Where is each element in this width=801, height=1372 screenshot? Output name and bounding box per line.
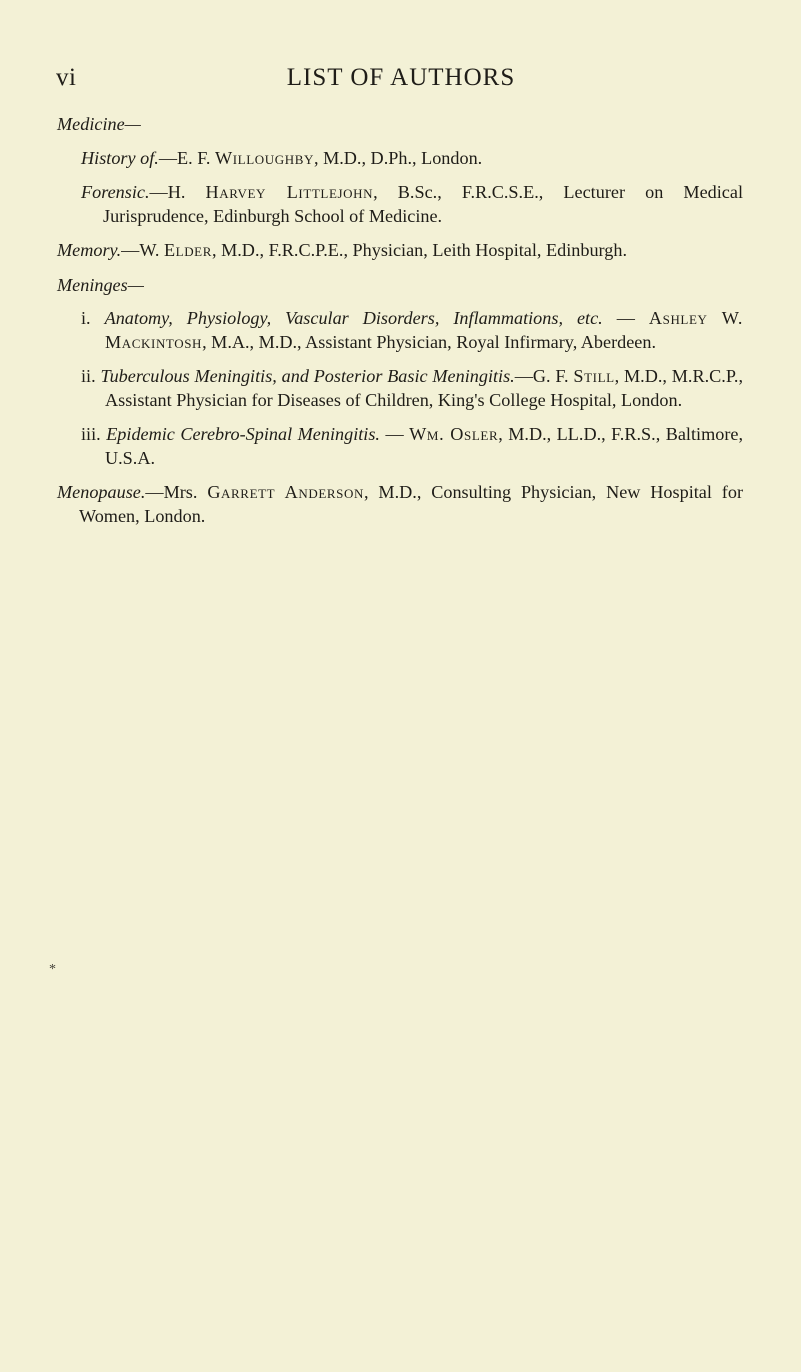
author-details: , M.A., M.D., Assistant Physician, Royal Infirmary, Aberdeen. <box>202 331 657 352</box>
author-details: , M.D., Consulting Physician, New Hospital for Women, London. <box>79 482 743 526</box>
entry-medicine-history <box>81 147 743 171</box>
entry-dash: — <box>379 424 410 444</box>
entry-dash: — <box>145 482 164 502</box>
author-name: Still <box>573 366 615 386</box>
author-name: Elder <box>163 240 212 260</box>
author-initials: E. F. <box>177 147 215 168</box>
entry-subject: Menopause. <box>57 482 146 502</box>
running-title: LIST OF AUTHORS <box>286 64 516 91</box>
entry-subject: Memory. <box>57 240 122 260</box>
author-initials: Mrs. <box>163 482 208 502</box>
entry-subject: Epidemic Cerebro-Spinal Meningitis. <box>106 424 380 444</box>
page-header <box>56 64 746 98</box>
entry-numeral: i. <box>81 308 105 328</box>
author-initials: H. <box>167 182 206 202</box>
author-details: , M.D., M.R.C.P., Assistant Physician for Diseases of Children, King's College Hospital, London. <box>105 366 744 410</box>
entry-numeral: iii. <box>81 424 107 444</box>
author-details: , M.D., LL.D., F.R.S., Baltimore, U.S.A. <box>105 424 743 468</box>
section-heading-meninges: Meninges— <box>57 274 144 295</box>
entry-subject: Tuberculous Meningitis, and Posterior Basic Meningitis. <box>100 366 515 386</box>
author-name: Garrett Anderson <box>207 482 364 502</box>
page-number: vi <box>56 64 77 91</box>
author-name: Wm. Osler <box>409 424 499 444</box>
section-heading-medicine: Medicine— <box>57 114 141 134</box>
entry-menopause <box>57 481 743 528</box>
entry-numeral: ii. <box>81 366 101 386</box>
entry-dash: — <box>121 240 140 260</box>
entry-dash: — <box>602 308 649 328</box>
entry-memory <box>57 239 743 263</box>
entry-meninges-ii <box>81 365 743 412</box>
entry-meninges-iii <box>81 423 743 470</box>
entry-medicine-forensic <box>81 181 743 228</box>
entry-subject: History of. <box>81 147 159 168</box>
entry-subject: Anatomy, Physiology, Vascular Disorders, Inflammations, etc. <box>104 308 603 328</box>
author-initials: G. F. <box>532 366 574 386</box>
entry-meninges-i <box>81 307 743 354</box>
author-details: , B.Sc., F.R.C.S.E., Lecturer on Medical Jurisprudence, Edinburgh School of Medicine. <box>103 182 744 226</box>
author-name: Harvey Littlejohn <box>205 182 374 202</box>
entry-dash: — <box>149 182 168 202</box>
author-name: Willoughby <box>214 147 314 168</box>
author-details: , M.D., F.R.C.P.E., Physician, Leith Hospital, Edinburgh. <box>212 240 628 260</box>
author-details: , M.D., D.Ph., London. <box>313 147 483 168</box>
author-initials: W. <box>139 240 164 260</box>
entry-dash: — <box>158 147 177 168</box>
entry-dash: — <box>514 366 533 386</box>
entry-subject: Forensic. <box>81 182 150 202</box>
stray-mark: * <box>49 962 56 977</box>
author-name: Ashley W. Mackintosh <box>105 308 743 352</box>
authors-list <box>57 113 743 539</box>
